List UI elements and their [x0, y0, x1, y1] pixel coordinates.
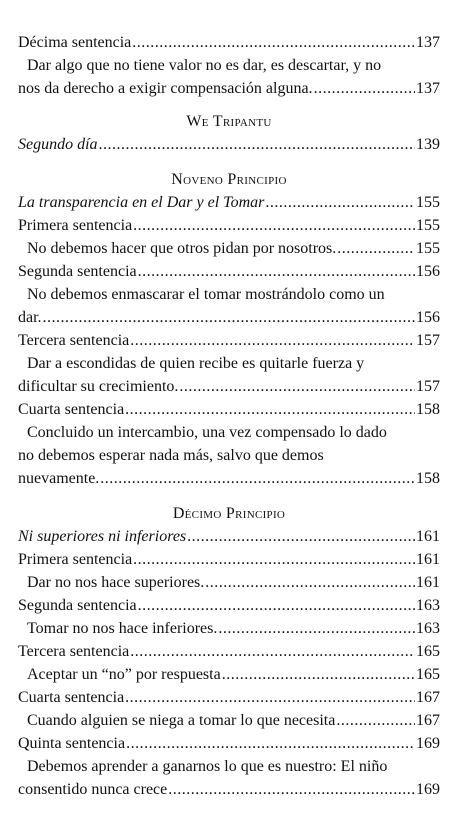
- entry-text: No debemos enmascarar el tomar mostrándolo como un: [27, 286, 385, 303]
- toc-entry: [18, 663, 440, 686]
- entry-title: dificultar su crecimiento.: [18, 378, 179, 395]
- entry-title: Primera sentencia: [18, 551, 133, 568]
- page-number: 167: [416, 689, 440, 706]
- entry-text: Debemos aprender a ganarnos lo que es nuestro: El niño: [27, 758, 388, 775]
- toc-entry: [18, 778, 440, 801]
- section-heading: Noveno Principio: [171, 171, 287, 188]
- entry-title: Cuarta sentencia: [18, 689, 125, 706]
- page-number: 165: [416, 643, 440, 660]
- section-heading: We Tripantu: [186, 113, 272, 130]
- dot-leader: [265, 191, 415, 214]
- toc-entry: [18, 133, 440, 156]
- dot-leader: [138, 260, 415, 283]
- page-number: 169: [416, 781, 440, 798]
- page-number: 165: [416, 666, 440, 683]
- toc-entry: [18, 732, 440, 755]
- toc-entry: [18, 237, 440, 260]
- entry-title: Cuarta sentencia: [18, 401, 125, 418]
- page-number: 163: [416, 620, 440, 637]
- entry-title: Segunda sentencia: [18, 263, 137, 280]
- dot-leader: [336, 709, 415, 732]
- page-number: 137: [416, 34, 440, 51]
- dot-leader: [218, 617, 415, 640]
- dot-leader: [168, 778, 415, 801]
- toc-entry: [18, 594, 440, 617]
- entry-title: La transparencia en el Dar y el Tomar: [18, 194, 265, 211]
- toc-entry: [18, 548, 440, 571]
- dot-leader: [205, 571, 415, 594]
- page-number: 169: [416, 735, 440, 752]
- dot-leader: [132, 31, 415, 54]
- entry-title: Segunda sentencia: [18, 597, 137, 614]
- entry-title: Segundo día: [18, 136, 98, 153]
- toc-entry: [18, 260, 440, 283]
- dot-leader: [126, 732, 415, 755]
- page-number: 156: [416, 309, 440, 326]
- toc-entry: [18, 77, 440, 100]
- page-number: 161: [416, 574, 440, 591]
- dot-leader: [138, 594, 415, 617]
- toc-entry: [18, 686, 440, 709]
- entry-title: Ni superiores ni inferiores: [18, 528, 187, 545]
- toc-entry: [18, 571, 440, 594]
- page-number: 158: [416, 470, 440, 487]
- toc-entry: [18, 525, 440, 548]
- page-number: 161: [416, 528, 440, 545]
- entry-text: Dar a escondidas de quien recibe es quitarle fuerza y: [27, 355, 365, 372]
- dot-leader: [125, 398, 415, 421]
- toc-entry: [18, 467, 440, 490]
- dot-leader: [43, 306, 415, 329]
- dot-leader: [130, 640, 415, 663]
- dot-leader: [179, 375, 415, 398]
- page-number: 158: [416, 401, 440, 418]
- dot-leader: [125, 686, 415, 709]
- entry-title: consentido nunca crece: [18, 781, 168, 798]
- toc-entry: [18, 617, 440, 640]
- page-number: 137: [416, 80, 440, 97]
- entry-title: Décima sentencia: [18, 34, 132, 51]
- page-number: 161: [416, 551, 440, 568]
- dot-leader: [133, 214, 415, 237]
- entry-text: Concluido un intercambio, una vez compensado lo dado: [27, 424, 387, 441]
- entry-title: dar.: [18, 309, 42, 326]
- entry-title: nos da derecho a exigir compensación alguna.: [18, 80, 313, 97]
- entry-text: no debemos esperar nada más, salvo que demos: [18, 447, 324, 464]
- dot-leader: [99, 133, 415, 156]
- page-number: 155: [416, 240, 440, 257]
- entry-title: Primera sentencia: [18, 217, 133, 234]
- page-number: 155: [416, 194, 440, 211]
- entry-title: Tomar no nos hace inferiores.: [27, 620, 218, 637]
- entry-title: Dar no nos hace superiores.: [27, 574, 205, 591]
- dot-leader: [133, 548, 415, 571]
- page-number: 139: [416, 136, 440, 153]
- dot-leader: [337, 237, 415, 260]
- toc-entry: [18, 375, 440, 398]
- page-number: 155: [416, 217, 440, 234]
- dot-leader: [314, 77, 415, 100]
- dot-leader: [187, 525, 415, 548]
- dot-leader: [100, 467, 415, 490]
- toc-entry: [18, 214, 440, 237]
- entry-title: Cuando alguien se niega a tomar lo que necesita: [27, 712, 336, 729]
- page-number: 167: [416, 712, 440, 729]
- page-number: 157: [416, 332, 440, 349]
- entry-title: Aceptar un “no” por respuesta: [27, 666, 221, 683]
- toc-entry: [18, 191, 440, 214]
- page-number: 157: [416, 378, 440, 395]
- entry-title: Quinta sentencia: [18, 735, 126, 752]
- toc-entry: [18, 31, 440, 54]
- toc-entry: [18, 329, 440, 352]
- page-number: 163: [416, 597, 440, 614]
- toc-entry: [18, 398, 440, 421]
- entry-title: No debemos hacer que otros pidan por nosotros.: [27, 240, 337, 257]
- toc-entry: [18, 640, 440, 663]
- entry-title: Tercera sentencia: [18, 643, 130, 660]
- toc-entry: [18, 709, 440, 732]
- dot-leader: [130, 329, 415, 352]
- dot-leader: [222, 663, 415, 686]
- entry-title: Tercera sentencia: [18, 332, 130, 349]
- entry-title: nuevamente.: [18, 470, 100, 487]
- page-number: 156: [416, 263, 440, 280]
- section-heading: Décimo Principio: [172, 505, 286, 522]
- entry-text: Dar algo que no tiene valor no es dar, es descartar, y no: [27, 57, 382, 74]
- toc-entry: [18, 306, 440, 329]
